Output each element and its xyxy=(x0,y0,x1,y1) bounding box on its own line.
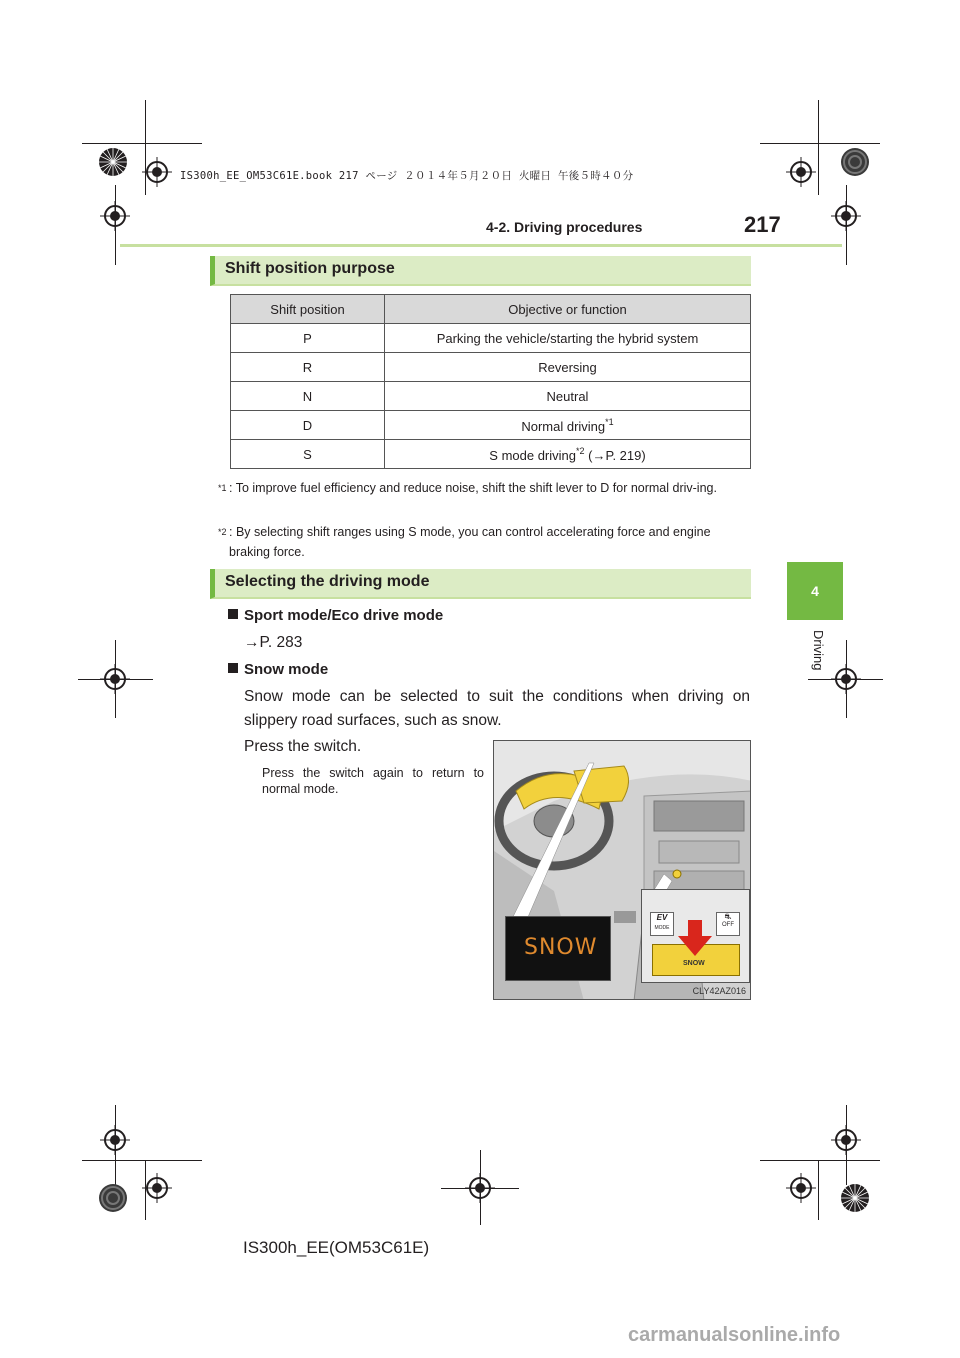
starburst-mark-icon xyxy=(98,1183,128,1213)
registration-mark-icon xyxy=(831,201,861,231)
shift-function-cell xyxy=(385,411,751,440)
mode-section-title: Selecting the driving mode xyxy=(225,573,430,590)
crop-line xyxy=(82,143,202,144)
page-number: 217 xyxy=(744,212,781,237)
shift-position-table xyxy=(230,294,751,469)
registration-mark-icon xyxy=(831,1125,861,1155)
table-row xyxy=(231,440,751,469)
page-reference-link[interactable]: (→P. 219) xyxy=(584,447,646,463)
footnote-ref: *1 xyxy=(605,416,614,427)
ev-mode-switch[interactable] xyxy=(650,912,674,936)
press-arrow-icon xyxy=(678,920,712,956)
sport-mode-reference-link[interactable]: →P. 283 xyxy=(244,634,303,651)
starburst-mark-icon xyxy=(840,1183,870,1213)
snow-display-panel xyxy=(505,916,611,981)
shift-position-cell: S xyxy=(231,440,385,469)
ev-mode-label: MODE xyxy=(654,925,670,931)
sport-mode-heading xyxy=(228,607,443,624)
table-row xyxy=(231,382,751,411)
shift-position-cell: P xyxy=(231,324,385,353)
section-label: 4-2. Driving procedures xyxy=(486,219,643,235)
snow-mode-instruction: Press the switch. xyxy=(244,738,362,755)
snow-display-text: SNOW xyxy=(524,935,598,960)
registration-mark-icon xyxy=(786,157,816,187)
shift-position-cell: N xyxy=(231,382,385,411)
snow-switch-figure xyxy=(493,740,751,1000)
mode-section-heading xyxy=(210,569,751,599)
crop-line xyxy=(760,1160,880,1161)
function-text: Normal driving xyxy=(521,418,606,434)
snow-switch-label: SNOW xyxy=(683,960,705,967)
chapter-tab-text: Driving xyxy=(811,630,826,671)
snow-mode-description: Snow mode can be selected to suit the conditions when driving on slippery road surfaces, such as snow. xyxy=(244,688,750,729)
starburst-mark-icon xyxy=(840,147,870,177)
chapter-tab: 4 xyxy=(787,562,843,620)
snow-mode-note: Press the switch again to return to normal mode. xyxy=(262,766,484,796)
ev-label: EV xyxy=(656,913,668,922)
vsc-icon: ⛐ xyxy=(724,912,732,921)
crop-line xyxy=(760,143,880,144)
registration-mark-icon xyxy=(100,664,130,694)
shift-section-heading xyxy=(210,256,751,286)
bullet-heading-text: Snow mode xyxy=(244,661,329,678)
figure-code: CLY42AZ016 xyxy=(692,986,746,996)
off-label: OFF xyxy=(722,922,734,928)
footnote-mark-text: *1 xyxy=(218,483,227,493)
shift-section-title: Shift position purpose xyxy=(225,260,395,277)
registration-mark-icon xyxy=(100,201,130,231)
starburst-mark-icon xyxy=(98,147,128,177)
function-text: S mode driving xyxy=(489,447,576,463)
shift-position-cell: D xyxy=(231,411,385,440)
chapter-tab-label xyxy=(787,630,843,690)
crop-line xyxy=(82,1160,202,1161)
crop-line xyxy=(818,1160,819,1220)
registration-mark-icon xyxy=(142,1173,172,1203)
footnote-text: : By selecting shift ranges using S mode, you can control accelerating force and engine braking force. xyxy=(229,525,711,559)
header-rule xyxy=(120,244,842,247)
table-header-row xyxy=(231,295,751,324)
footnote xyxy=(218,522,748,562)
footnote-text: : To improve fuel efficiency and reduce noise, shift the shift lever to D for normal driv-ing. xyxy=(229,481,717,495)
table-row xyxy=(231,411,751,440)
snow-mode-heading xyxy=(228,661,328,678)
table-header-cell: Objective or function xyxy=(385,295,751,324)
vsc-off-switch[interactable] xyxy=(716,912,740,936)
model-code-footer: IS300h_EE(OM53C61E) xyxy=(243,1238,430,1257)
bullet-square-icon xyxy=(228,663,238,673)
crop-line xyxy=(818,100,819,195)
footnote-mark xyxy=(218,522,227,546)
table-row xyxy=(231,353,751,382)
registration-mark-icon xyxy=(100,1125,130,1155)
table-row xyxy=(231,324,751,353)
footnote-ref: *2 xyxy=(576,445,585,456)
bullet-heading-text: Sport mode/Eco drive mode xyxy=(244,607,444,624)
switch-inset-panel xyxy=(641,889,750,983)
registration-mark-icon xyxy=(465,1173,495,1203)
footnote-mark-text: *2 xyxy=(218,527,227,537)
footnote-mark xyxy=(218,478,227,502)
shift-function-cell xyxy=(385,440,751,469)
book-file-line: IS300h_EE_OM53C61E.book 217 ページ ２０１４年５月２０日 火曜日 午後５時４０分 xyxy=(180,170,634,182)
watermark: carmanualsonline.info xyxy=(628,1324,841,1346)
shift-function-cell: Reversing xyxy=(385,353,751,382)
shift-function-cell: Neutral xyxy=(385,382,751,411)
table-header-cell: Shift position xyxy=(231,295,385,324)
registration-mark-icon xyxy=(786,1173,816,1203)
shift-position-cell: R xyxy=(231,353,385,382)
footnote xyxy=(218,478,748,498)
shift-function-cell: Parking the vehicle/starting the hybrid system xyxy=(385,324,751,353)
registration-mark-icon xyxy=(142,157,172,187)
bullet-square-icon xyxy=(228,609,238,619)
